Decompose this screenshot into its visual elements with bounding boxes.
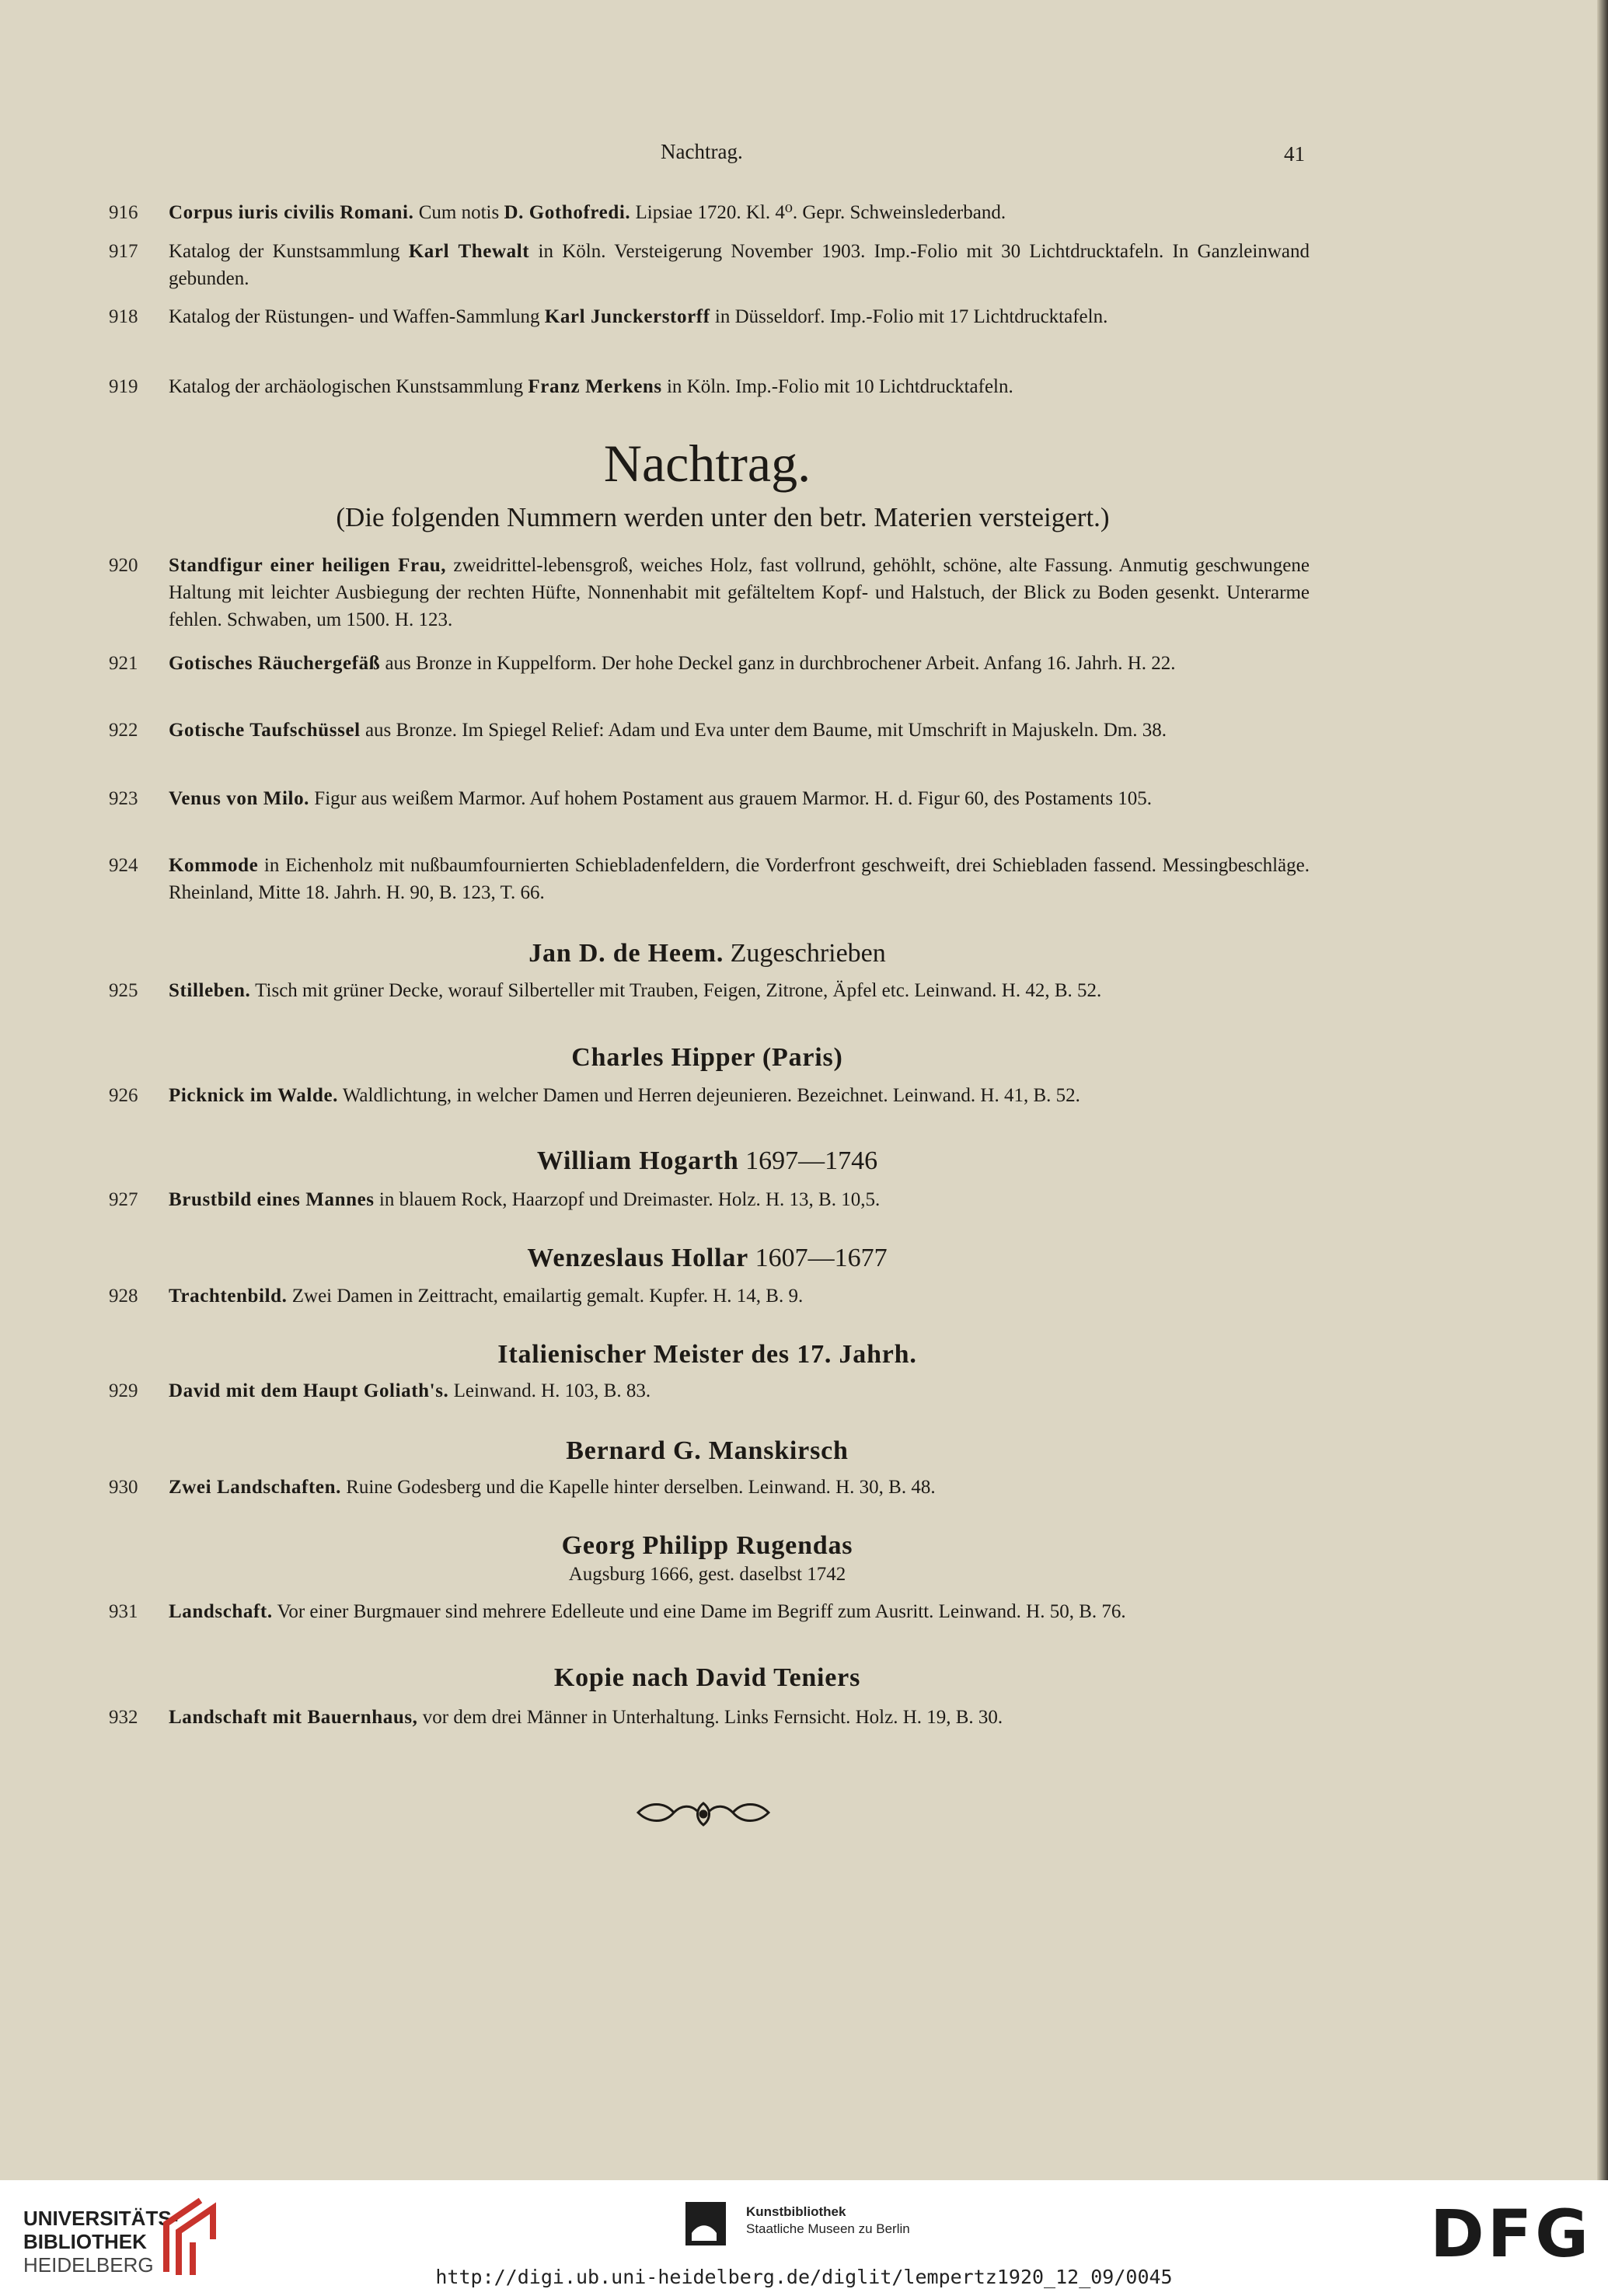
- ub-line-2: BIBLIOTHEK: [23, 2230, 147, 2253]
- lot-title-2: D. Gothofredi.: [504, 202, 631, 223]
- artist-heading: [389, 1145, 1026, 1178]
- artist-life-dates: Augsburg 1666, gest. daselbst 1742: [568, 1564, 846, 1585]
- lot-title: Brustbild eines Mannes: [169, 1189, 375, 1210]
- lot-number: 924: [109, 855, 138, 876]
- kb-line-1: Kunstbibliothek: [746, 2204, 846, 2219]
- lot-title: Standfigur einer heiligen Frau,: [169, 555, 447, 576]
- lot-title: Corpus iuris civilis Romani.: [169, 202, 414, 223]
- running-header: Nachtrag.: [661, 140, 743, 163]
- artist-name: Italienischer Meister des 17. Jahrh.: [497, 1340, 917, 1369]
- lot-number: 917: [109, 241, 138, 262]
- lot-title: Gotisches Räuchergefäß: [169, 653, 381, 674]
- dfg-logo: DFG: [1430, 2196, 1592, 2272]
- lot-title: Picknick im Walde.: [169, 1085, 339, 1106]
- lot-text: in Eichenholz mit nußbaumfournierten Schiebladenfeldern, die Vorderfront geschweift, drei Schiebladen fassend. Messingbeschläge. Rheinland, Mitte 18. Jahrh. H. 90, B. 123, T. 66.: [169, 855, 1310, 903]
- artist-heading: [389, 1338, 1026, 1371]
- artist-name: Bernard G. Manskirsch: [566, 1436, 849, 1465]
- lot-number: 925: [109, 980, 138, 1001]
- lot-text: Tisch mit grüner Decke, worauf Silberteller mit Trauben, Feigen, Zitrone, Äpfel etc. Leinwand. H. 42, B. 52.: [250, 980, 1102, 1001]
- lot-text: in Köln. Imp.-Folio mit 10 Lichtdrucktafeln.: [661, 376, 1013, 397]
- lot-title: Karl Junckerstorff: [544, 306, 710, 327]
- lot-text: Leinwand. H. 103, B. 83.: [448, 1380, 651, 1401]
- lot-text: in blauem Rock, Haarzopf und Dreimaster. Holz. H. 13, B. 10,5.: [374, 1189, 881, 1210]
- ornament-flourish-icon: [633, 1795, 773, 1830]
- lot-number: 930: [109, 1477, 138, 1498]
- lot-title: Trachtenbild.: [169, 1286, 288, 1307]
- lot-title: Landschaft mit Bauernhaus,: [169, 1707, 418, 1728]
- lot-number: 931: [109, 1601, 138, 1622]
- lot-number: 928: [109, 1286, 138, 1307]
- lot-title: Gotische Taufschüssel: [169, 720, 361, 741]
- artist-heading: [389, 1042, 1026, 1074]
- lot-prefix: Katalog der Rüstungen- und Waffen-Sammlung: [169, 306, 545, 327]
- lot-number: 916: [109, 202, 138, 223]
- lot-title: Landschaft.: [169, 1601, 273, 1622]
- artist-heading: [389, 1242, 1026, 1275]
- lot-title: Stilleben.: [169, 980, 251, 1001]
- lot-text: Zwei Damen in Zeittracht, emailartig gemalt. Kupfer. H. 14, B. 9.: [287, 1286, 804, 1307]
- ub-line-3: HEIDELBERG: [23, 2253, 154, 2277]
- lot-title: Karl Thewalt: [408, 241, 530, 262]
- artist-name: William Hogarth: [536, 1146, 739, 1175]
- lot-text-2: Lipsiae 1720. Kl. 4⁰. Gepr. Schweinslederband.: [630, 202, 1006, 223]
- lot-text: Waldlichtung, in welcher Damen und Herren dejeunieren. Bezeichnet. Leinwand. H. 41, B. 52.: [338, 1085, 1080, 1106]
- artist-dates: 1697—1746: [738, 1146, 878, 1175]
- lot-text: Figur aus weißem Marmor. Auf hohem Postament aus grauem Marmor. H. d. Figur 60, des Postaments 105.: [309, 788, 1152, 809]
- artist-heading: [389, 1530, 1026, 1562]
- lot-title: Kommode: [169, 855, 259, 876]
- section-title: Nachtrag.: [603, 434, 811, 493]
- artist-heading: [389, 937, 1026, 970]
- lot-number: 923: [109, 788, 138, 809]
- lot-title: David mit dem Haupt Goliath's.: [169, 1380, 449, 1401]
- lot-number: 920: [109, 555, 138, 576]
- lot-title: Venus von Milo.: [169, 788, 310, 809]
- page-number: 41: [1284, 142, 1305, 166]
- lot-text: in Köln. Versteigerung November 1903. Imp.-Folio mit 30 Lichtdrucktafeln. In Ganzleinwand gebunden.: [169, 241, 1310, 289]
- artist-name: Jan D. de Heem.: [528, 939, 724, 968]
- lot-text: Vor einer Burgmauer sind mehrere Edelleute und eine Dame im Begriff zum Ausritt. Leinwand. H. 50, B. 76.: [272, 1601, 1126, 1622]
- lot-number: 929: [109, 1380, 138, 1401]
- lot-number: 919: [109, 376, 138, 397]
- lot-number: 922: [109, 720, 138, 741]
- lot-title: Franz Merkens: [528, 376, 662, 397]
- lot-text: aus Bronze in Kuppelform. Der hohe Deckel ganz in durchbrochener Arbeit. Anfang 16. Jahrh. H. 22.: [380, 653, 1176, 674]
- artist-heading: [389, 1662, 1026, 1694]
- ub-line-1: UNIVERSITÄTS-: [23, 2207, 179, 2230]
- artist-name: Georg Philipp Rugendas: [561, 1531, 853, 1560]
- artist-name: Kopie nach David Teniers: [553, 1663, 861, 1692]
- lot-text: in Düsseldorf. Imp.-Folio mit 17 Lichtdrucktafeln.: [710, 306, 1108, 327]
- lot-text: vor dem drei Männer in Unterhaltung. Links Fernsicht. Holz. H. 19, B. 30.: [417, 1707, 1003, 1728]
- lot-number: 918: [109, 306, 138, 327]
- artist-dates: 1607—1677: [748, 1244, 888, 1272]
- section-subtitle: (Die folgenden Nummern werden unter den betr. Materien versteigert.): [336, 502, 1110, 532]
- lot-number: 927: [109, 1189, 138, 1210]
- artist-note: Zugeschrieben: [724, 939, 886, 968]
- lot-text: Ruine Godesberg und die Kapelle hinter derselben. Leinwand. H. 30, B. 48.: [340, 1477, 936, 1498]
- lot-number: 932: [109, 1707, 138, 1728]
- artist-name: Wenzeslaus Hollar: [527, 1244, 749, 1272]
- lot-text: aus Bronze. Im Spiegel Relief: Adam und Eva unter dem Baume, mit Umschrift in Majuskeln. Dm. 38.: [360, 720, 1167, 741]
- lot-prefix: Katalog der Kunstsammlung: [169, 241, 409, 262]
- lot-text: Cum notis: [413, 202, 504, 223]
- kunstbibliothek-logo-icon: [685, 2202, 726, 2245]
- kunstbibliothek-text: [746, 2204, 910, 2238]
- page-edge-shadow: [1597, 0, 1608, 2180]
- artist-name: Charles Hipper (Paris): [571, 1043, 843, 1072]
- kb-line-2: Staatliche Museen zu Berlin: [746, 2221, 910, 2236]
- source-url-link[interactable]: http://digi.ub.uni-heidelberg.de/diglit/lempertz1920_12_09/0045: [435, 2266, 1173, 2288]
- lot-number: 926: [109, 1085, 138, 1106]
- lot-text: zweidrittel-lebensgroß, weiches Holz, fast vollrund, gehöhlt, schöne, alte Fassung. Anmutig geschwungene Haltung mit leichter Ausbiegung der rechten Hüfte, Nonnenhabit mit gefälteltem Kopf- und Halstuch, der Blick zu Boden gesenkt. Unterarme fehlen. Schwaben, um 1500. H. 123.: [169, 555, 1310, 630]
- digitization-footer: [0, 2180, 1608, 2296]
- lot-prefix: Katalog der archäologischen Kunstsammlung: [169, 376, 528, 397]
- lot-number: 921: [109, 653, 138, 674]
- artist-heading: [389, 1435, 1026, 1467]
- lot-title: Zwei Landschaften.: [169, 1477, 341, 1498]
